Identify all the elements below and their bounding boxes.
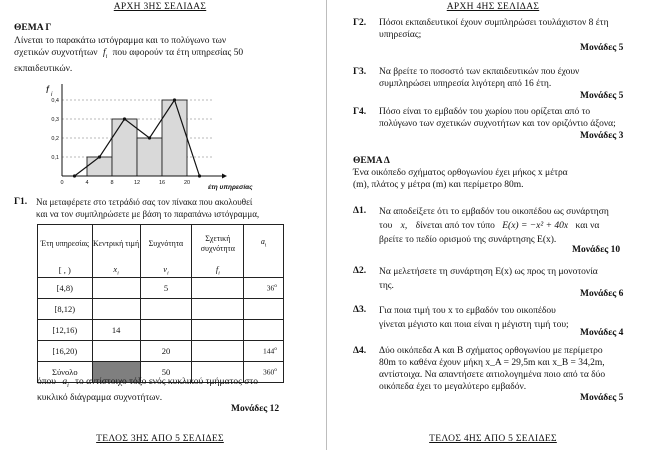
g3-line-2: συμπληρώσει υπηρεσία λιγότερη από 16 έτη. [379,79,552,89]
table-subheader-row [38,263,284,278]
subheader-cell: $v_i$ [140,263,192,278]
table-cell: 144$^o$ [244,341,284,362]
y-tick-label: 0,2 [51,136,59,142]
d4-line-4: οικόπεδα έχει το μεγαλύτερο εμβαδόν. [379,382,527,392]
x-tick-label: 12 [133,180,141,186]
table-cell: [4,8) [38,278,93,299]
table-cell: 360$^o$ [244,362,284,383]
theme-d-intro [353,167,645,191]
histogram-bar [87,157,112,176]
g1-line-2: και να τον συμπληρώσετε με βάση το παραπάνω ιστόγραμμα, [36,209,260,219]
g2-line-1: Πόσοι εκπαιδευτικοί έχουν συμπληρώσει τουλάχιστον 8 έτη [379,18,609,28]
header-cell: $a_i$ [244,225,284,264]
d3-line-1: Για ποια τιμή του x το εμβαδόν του οικοπέδου [379,306,556,316]
polygon-point [173,98,176,101]
marks-g2: Μονάδες 5 [580,43,624,53]
page-divider [326,0,327,450]
table-row [38,299,284,320]
table-row [38,278,284,299]
intro-text-b: που αφορούν τα έτη υπηρεσίας 50 [112,48,244,58]
subheader-cell [244,263,284,278]
g4-line-2: πολύγωνο των σχετικών συχνοτήτων και τον οριζόντιο άξονα; [379,119,616,129]
table-cell [192,320,244,341]
table-cell [140,320,192,341]
question-number: Δ2. [353,266,367,276]
g1-line-1: Να μεταφέρετε στο τετράδιό σας τον πίνακα που ακολουθεί [36,197,253,207]
d1-line-3: βρείτε το πεδίο ορισμού της συνάρτησης E(x). [379,235,557,245]
intro-paragraph [14,35,312,75]
intro-line-2 [14,47,312,63]
y-axis-label-sub: i [51,92,53,98]
question-g4 [353,106,645,130]
x-tick-label: 20 [183,180,191,186]
theme-title: ΘΕΜΑ Δ [353,156,390,166]
after-table-line-1: όπου $a_i$ το αντίστοιχο τόξο ενός κυκλικού τμήματος στο [37,377,258,389]
table-row [38,341,284,362]
table-cell: 36$^o$ [244,278,284,299]
d4-line-2: 80m το καθένα έχουν μήκη x_A = 29,5m και x_B = 34,2m, [379,358,605,368]
d3-line-2: γίνεται μέγιστο και ποια είναι η μέγιστη τιμή του; [379,320,569,330]
area-formula: E(x) = −x² + 40x [502,221,569,231]
polygon-point [123,117,126,120]
x-axis-label: έτη υπηρεσίας [208,184,253,191]
question-d4 [353,345,645,393]
marks-g1: Μονάδες 12 [231,404,280,414]
frequency-table [37,224,284,383]
header-cell: Συχνότητα [140,225,192,264]
page-header: ΑΡΧΗ 3ΗΣ ΣΕΛΙΔΑΣ [113,2,207,12]
d1-line-1: Να αποδείξετε ότι το εμβαδόν του οικοπέδου ως συνάρτηση [379,207,609,217]
page-3 [0,0,320,450]
table-cell: [16,20) [38,341,93,362]
header-cell: Έτη υπηρεσίας [38,225,93,264]
marks-g4: Μονάδες 3 [580,131,624,141]
marks-d2: Μονάδες 6 [580,289,624,299]
table-row [38,320,284,341]
table-header-row [38,225,284,264]
marks-d4: Μονάδες 5 [580,393,624,403]
question-number: Δ3. [353,305,367,315]
header-cell: Κεντρική τιμή [92,225,140,264]
histogram-bar [162,100,187,176]
theme-d-intro-line-2: (m), πλάτος y μέτρα (m) και περίμετρο 80m. [353,180,524,190]
page-footer: ΤΕΛΟΣ 4ΗΣ ΑΠΟ 5 ΣΕΛΙΔΕΣ [429,434,557,444]
page-4 [333,0,653,450]
question-number: Γ1. [14,197,28,207]
histogram-bar [112,119,137,176]
question-number: Δ1. [353,206,367,216]
y-tick-label: 0,4 [51,98,59,104]
g4-line-1: Πόσο είναι το εμβαδόν του χωρίου που ορίζεται από το [379,107,591,117]
d2-line-1: Να μελετήσετε τη συνάρτηση E(x) ως προς τη μονοτονία [379,267,598,277]
table-cell [192,341,244,362]
d4-line-3: αντίστοιχα. Να απαντήσετε αιτιολογημένα ποιο από τα δύο [379,370,606,380]
theme-d-intro-line-1: Ένα οικόπεδο σχήματος ορθογωνίου έχει μήκος x μέτρα [353,168,568,178]
question-d1 [353,205,645,247]
theme-title: ΘΕΜΑ Γ [14,23,52,33]
x-tick-label: 16 [158,180,166,186]
question-number: Γ3. [353,67,367,77]
polygon-point [148,136,151,139]
subheader-cell: [ , ) [38,263,93,278]
d1-line-2: του x, δίνεται από τον τύπο E(x) = −x² + 40x και να [379,221,600,231]
subheader-cell: $x_i$ [92,263,140,278]
table-body [38,278,284,383]
table-cell: Σύνολο [38,362,93,383]
table-cell: [12,16) [38,320,93,341]
table-cell [244,299,284,320]
table-cell: 14 [92,320,140,341]
g3-line-1: Να βρείτε το ποσοστό των εκπαιδευτικών που έχουν [379,67,580,77]
table-cell: 20 [140,341,192,362]
question-g2 [353,17,645,41]
header-cell: Σχετική συχνότητα [192,225,244,264]
table-cell [92,299,140,320]
d2-line-2: της. [379,281,394,291]
symbol-fi: $f_i$ [102,48,108,60]
table-cell [140,299,192,320]
y-axis-label: f [46,85,49,96]
table-cell [192,299,244,320]
y-tick-label: 0,1 [51,155,59,161]
d4-line-1: Δύο οικόπεδα Α και Β σχήματος ορθογωνίου με περίμετρο [379,346,603,356]
marks-d1: Μονάδες 10 [572,245,621,255]
page-header: ΑΡΧΗ 4ΗΣ ΣΕΛΙΔΑΣ [446,2,540,12]
intro-line-3: εκπαιδευτικών. [14,63,73,74]
histogram-chart [44,80,264,192]
y-tick-label: 0,3 [51,117,59,123]
after-table-line-2: κυκλικό διάγραμμα συχνοτήτων. [37,392,163,403]
table-cell: [8,12) [38,299,93,320]
x-tick-label: 4 [85,180,89,186]
x-axis-arrow [222,174,227,179]
table-cell [244,320,284,341]
question-g1 [14,196,314,220]
question-number: Γ2. [353,18,367,28]
table-cell [192,278,244,299]
table-cell: 50 [140,362,192,383]
question-g3 [353,66,645,90]
table-cell: 5 [140,278,192,299]
subheader-cell: $f_i$ [192,263,244,278]
intro-line-1: Λίνεται το παρακάτω ιστόγραμμα και το πολύγωνο των [14,36,227,46]
after-table-paragraph [37,376,312,404]
g2-line-2: υπηρεσίας; [379,30,422,40]
histogram-bar [137,138,162,176]
intro-text-a: σχετικών συχνοτήτων [14,48,98,58]
page-footer: ΤΕΛΟΣ 3ΗΣ ΑΠΟ 5 ΣΕΛΙΔΕΣ [96,434,224,444]
x-tick-label: 8 [110,180,114,186]
x-tick-label: 0 [60,180,64,186]
question-number: Δ4. [353,346,367,356]
marks-g3: Μονάδες 5 [580,91,624,101]
marks-d3: Μονάδες 4 [580,328,624,338]
polygon-point [98,155,101,158]
table-cell [92,341,140,362]
table-cell [92,278,140,299]
question-number: Γ4. [353,107,367,117]
